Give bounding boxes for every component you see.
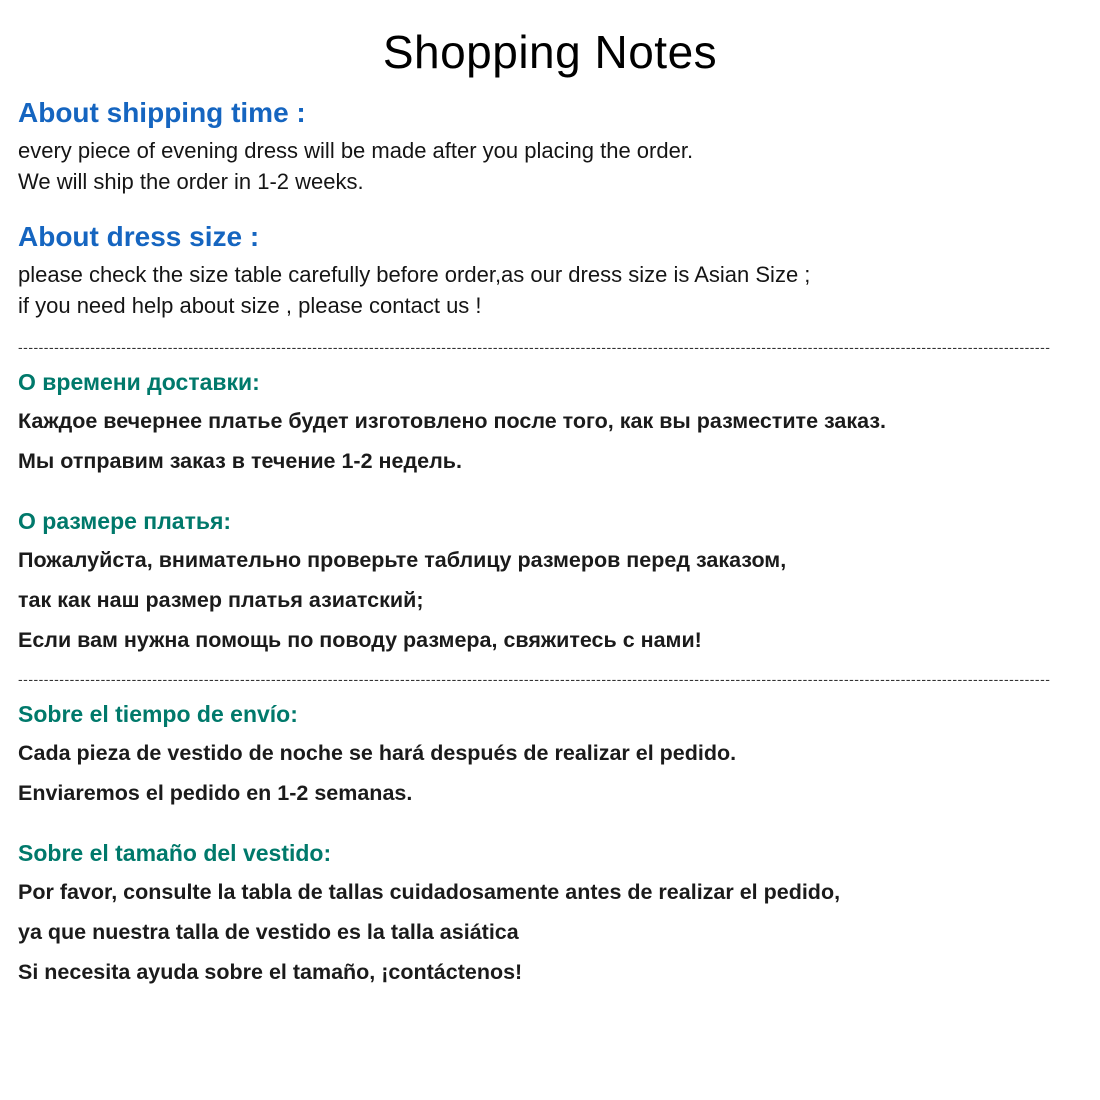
heading-dress-size-spanish: Sobre el tamaño del vestido:: [18, 840, 332, 866]
heading-shipping-time-spanish: Sobre el tiempo de envío:: [18, 701, 298, 727]
english-shipping-line: We will ship the order in 1-2 weeks.: [18, 169, 364, 194]
english-shipping-line: every piece of evening dress will be made after you placing the order.: [18, 138, 694, 163]
russian-size-line: Пожалуйста, внимательно проверьте таблицу размеров перед заказом,: [18, 548, 787, 572]
spanish-shipping-line: Cada pieza de vestido de noche se hará después de realizar el pedido.: [18, 741, 737, 765]
spanish-size-line: Si necesita ayuda sobre el tamaño, ¡contáctenos!: [18, 960, 523, 984]
dashed-divider: --------------------------------------------------------------------------------------------------------------------------------------------------------------------------------------------------------: [18, 671, 1051, 687]
spanish-size-line: ya que nuestra talla de vestido es la talla asiática: [18, 920, 519, 944]
russian-shipping-line: Каждое вечернее платье будет изготовлено после того, как вы разместите заказ.: [18, 409, 887, 433]
russian-shipping-line: Мы отправим заказ в течение 1-2 недель.: [18, 449, 462, 473]
section-spanish: [18, 701, 1082, 985]
section-english: [18, 97, 1082, 321]
section-russian: [18, 369, 1082, 653]
heading-dress-size-russian: О размере платья:: [18, 508, 232, 534]
dashed-divider: --------------------------------------------------------------------------------------------------------------------------------------------------------------------------------------------------------: [18, 339, 1051, 355]
heading-about-dress-size: About dress size :: [18, 221, 260, 252]
russian-size-line: так как наш размер платья азиатский;: [18, 588, 424, 612]
spanish-shipping-line: Enviaremos el pedido en 1-2 semanas.: [18, 781, 413, 805]
english-size-line: if you need help about size , please contact us !: [18, 293, 482, 318]
heading-shipping-time-russian: О времени доставки:: [18, 369, 260, 395]
english-size-line: please check the size table carefully before order,as our dress size is Asian Size ;: [18, 262, 811, 287]
russian-size-line: Если вам нужна помощь по поводу размера, свяжитесь с нами!: [18, 628, 702, 652]
heading-about-shipping-time: About shipping time :: [18, 97, 306, 128]
page-title: Shopping Notes: [382, 26, 718, 78]
spanish-size-line: Por favor, consulte la tabla de tallas cuidadosamente antes de realizar el pedido,: [18, 880, 841, 904]
